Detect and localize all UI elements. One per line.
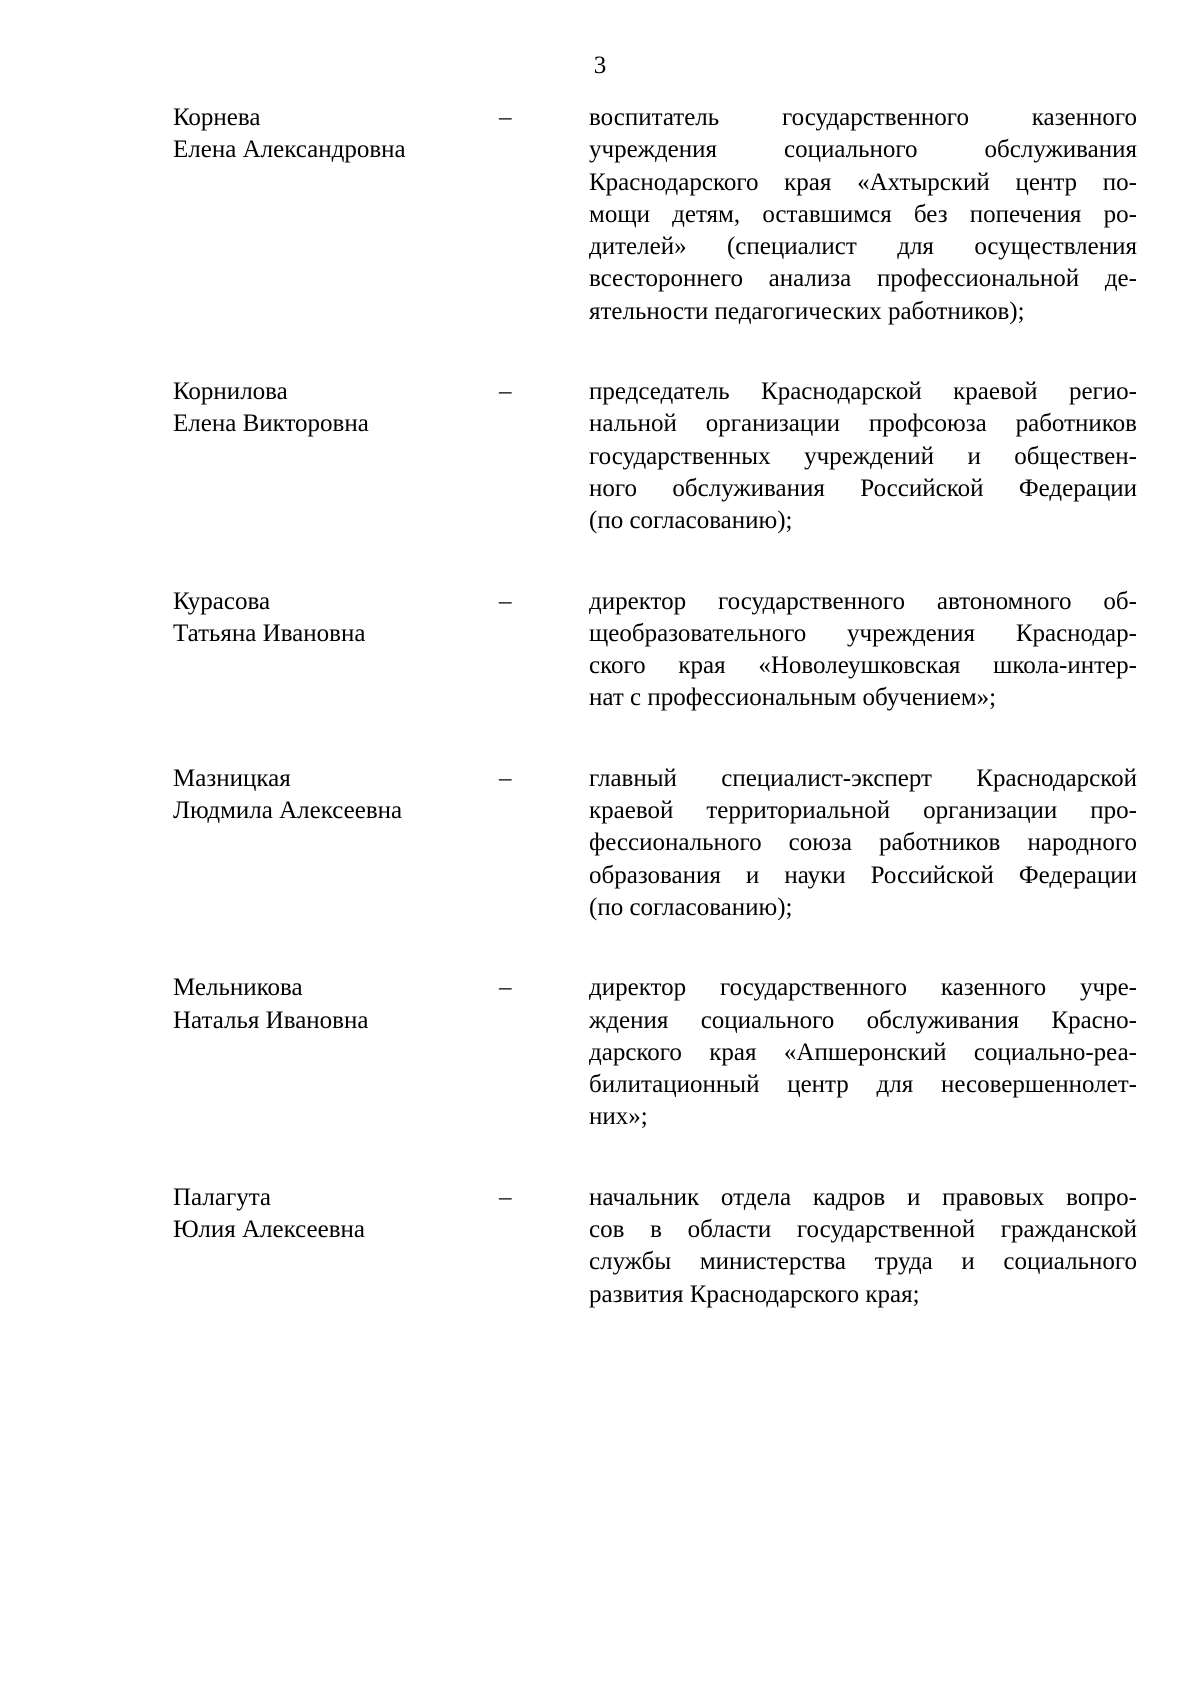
member-surname: Курасова xyxy=(173,587,271,615)
description-line: фессионального союза работников народного xyxy=(589,829,1137,857)
description-line: председатель Краснодарской краевой регио- xyxy=(589,378,1137,406)
description-line: нат с профессиональным обучением»; xyxy=(589,684,997,712)
separator-dash: – xyxy=(499,378,512,406)
description-line: дителей» (специалист для осуществления xyxy=(589,233,1137,261)
member-name xyxy=(173,1182,503,1247)
member-given-names: Елена Александровна xyxy=(173,136,406,164)
description-line: ского края «Новолеушковская школа-интер- xyxy=(589,652,1137,680)
description-line: ного обслуживания Российской Федерации xyxy=(589,474,1137,502)
member-position-description xyxy=(589,376,1137,537)
description-line: ждения социального обслуживания Красно- xyxy=(589,1006,1137,1034)
description-line: ятельности педагогических работников); xyxy=(589,297,1025,325)
member-given-names: Людмила Алексеевна xyxy=(173,797,403,825)
member-name xyxy=(173,972,503,1037)
member-given-names: Наталья Ивановна xyxy=(173,1006,369,1034)
description-line: директор государственного казенного учре- xyxy=(589,974,1137,1002)
member-name xyxy=(173,763,503,828)
description-line: главный специалист-эксперт Краснодарской xyxy=(589,764,1137,792)
member-position-description xyxy=(589,1182,1137,1311)
member-name xyxy=(173,102,503,167)
member-position-description xyxy=(589,763,1137,924)
member-surname: Корнева xyxy=(173,104,261,131)
description-line: билитационный центр для несовершеннолет- xyxy=(589,1071,1137,1099)
member-given-names: Юлия Алексеевна xyxy=(173,1216,365,1244)
description-line: развития Краснодарского края; xyxy=(589,1280,920,1308)
description-line: щеобразовательного учреждения Краснодар- xyxy=(589,619,1137,647)
member-surname: Палагута xyxy=(173,1183,272,1211)
member-name xyxy=(173,586,503,651)
member-position-description xyxy=(589,102,1137,328)
description-line: мощи детям, оставшимся без попечения ро- xyxy=(589,200,1137,228)
description-line: (по согласованию); xyxy=(589,893,793,921)
description-line: образования и науки Российской Федерации xyxy=(589,861,1137,889)
description-line: дарского края «Апшеронский социально-реа- xyxy=(589,1038,1137,1066)
separator-dash: – xyxy=(499,974,512,1002)
member-surname: Мазницкая xyxy=(173,764,291,792)
description-line: государственных учреждений и обществен- xyxy=(589,442,1137,470)
member-name xyxy=(173,376,503,441)
member-surname: Мельникова xyxy=(173,974,303,1002)
description-line: (по согласованию); xyxy=(589,507,793,535)
description-line: сов в области государственной гражданской xyxy=(589,1216,1137,1244)
member-given-names: Елена Викторовна xyxy=(173,410,369,438)
description-line: них»; xyxy=(589,1103,648,1131)
description-line: воспитатель государственного казенного xyxy=(589,104,1137,131)
separator-dash: – xyxy=(499,1183,512,1211)
description-line: Краснодарского края «Ахтырский центр по- xyxy=(589,168,1137,196)
description-line: всестороннего анализа профессиональной де- xyxy=(589,265,1137,293)
separator-dash: – xyxy=(499,587,512,615)
description-line: службы министерства труда и социального xyxy=(589,1248,1137,1276)
page-number: 3 xyxy=(593,52,607,79)
member-surname: Корнилова xyxy=(173,378,288,406)
description-line: нальной организации профсоюза работников xyxy=(589,410,1137,438)
member-position-description xyxy=(589,972,1137,1133)
member-position-description xyxy=(589,586,1137,715)
separator-dash: – xyxy=(499,104,512,131)
description-line: учреждения социального обслуживания xyxy=(589,136,1137,164)
description-line: начальник отдела кадров и правовых вопро- xyxy=(589,1183,1137,1211)
description-line: директор государственного автономного об- xyxy=(589,587,1137,615)
description-line: краевой территориальной организации про- xyxy=(589,797,1137,825)
separator-dash: – xyxy=(499,764,512,792)
member-given-names: Татьяна Ивановна xyxy=(173,619,366,647)
